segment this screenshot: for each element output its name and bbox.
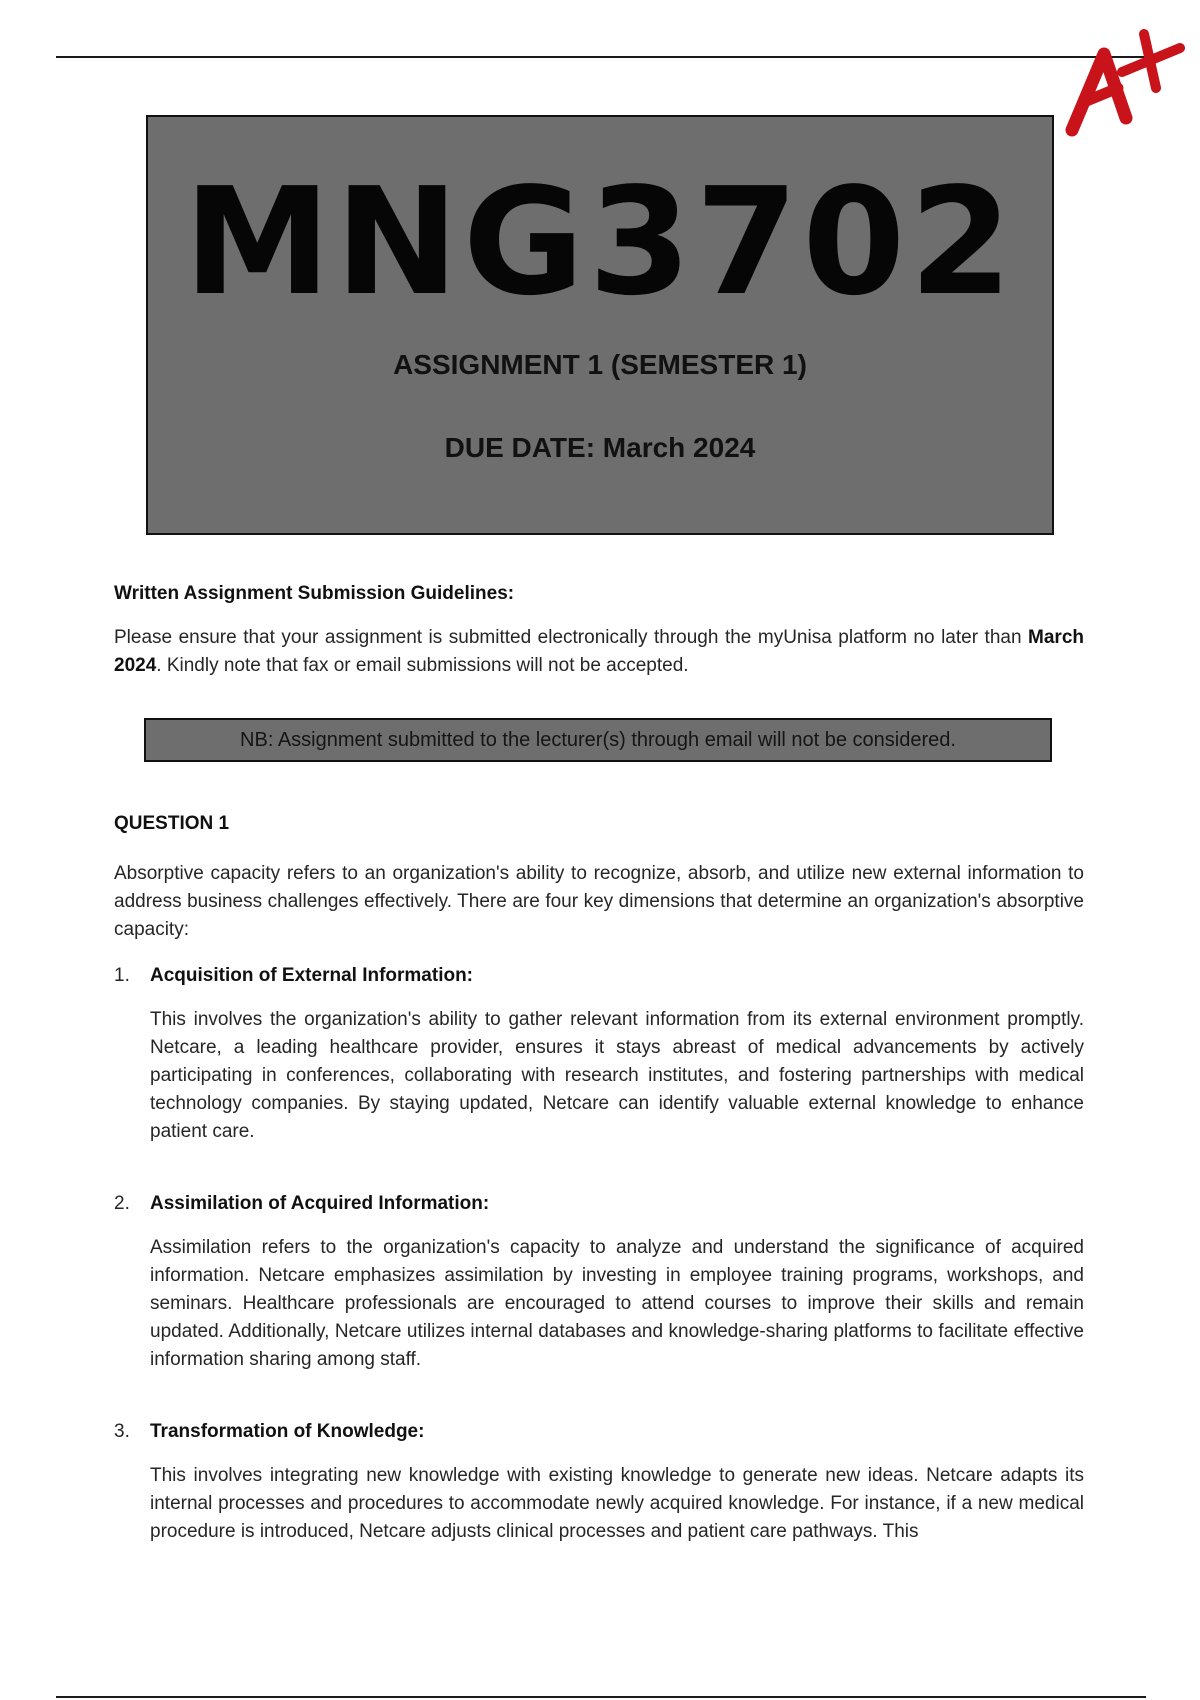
list-item-number: 2.: [114, 1193, 130, 1214]
list-item: [114, 1190, 1084, 1374]
grade-stamp: [1060, 22, 1190, 142]
list-item-number: 1.: [114, 965, 130, 986]
document-body: [114, 580, 1084, 1546]
guidelines-text-before: Please ensure that your assignment is submitted electronically through the myUnisa platform no later than: [114, 627, 1029, 648]
list-item-body: This involves the organization's ability to gather relevant information from its external environment promptly. Netcare, a leading healthcare provider, ensures it stays abreast of medical advancements by actively participating in conferences, collaborating with research institutes, and fostering partnerships with medical technology companies. By staying updated, Netcare can identify valuable external knowledge to enhance patient care.: [150, 1009, 1084, 1142]
top-rule: [56, 56, 1146, 58]
bottom-rule: [56, 1696, 1146, 1698]
guidelines-text-after: . Kindly note that fax or email submissions will not be accepted.: [156, 655, 689, 676]
course-code: MNG3702: [183, 156, 1017, 328]
list-item-title: Acquisition of External Information:: [150, 965, 474, 986]
list-item-title: Assimilation of Acquired Information:: [150, 1193, 490, 1214]
list-item-body: Assimilation refers to the organization's capacity to analyze and understand the significance of acquired information. Netcare emphasizes assimilation by investing in employee training programs, workshops, and seminars. Healthcare professionals are encouraged to attend courses to improve their skills and remain updated. Additionally, Netcare utilizes internal databases and knowledge-sharing platforms to facilitate effective information sharing among staff.: [150, 1237, 1084, 1370]
question-heading: QUESTION 1: [114, 813, 230, 834]
guidelines-paragraph: [114, 624, 1084, 680]
question-intro: Absorptive capacity refers to an organization's ability to recognize, absorb, and utilize new external information to address business challenges effectively. There are four key dimensions that determine an organization's absorptive capacity:: [114, 863, 1084, 940]
assignment-title: ASSIGNMENT 1 (SEMESTER 1): [393, 349, 807, 380]
list-item-body: This involves integrating new knowledge with existing knowledge to generate new ideas. Netcare adapts its internal processes and procedures to accommodate newly acquired knowledge. For instance, if a new medical procedure is introduced, Netcare adjusts clinical processes and patient care pathways. This: [150, 1465, 1084, 1542]
list-item: [114, 962, 1084, 1146]
notice-text: NB: Assignment submitted to the lecturer(s) through email will not be considered.: [240, 729, 956, 751]
due-date: DUE DATE: March 2024: [444, 432, 756, 463]
list-item: [114, 1418, 1084, 1546]
list-item-header: [114, 1190, 1084, 1218]
list-item-number: 3.: [114, 1421, 130, 1442]
guidelines-bold-date: March 2024: [114, 627, 1084, 676]
list-item-title: Transformation of Knowledge:: [150, 1421, 425, 1442]
guidelines-heading: Written Assignment Submission Guidelines:: [114, 583, 515, 604]
notice-box: [144, 718, 1052, 762]
list-item-header: [114, 962, 1084, 990]
list-item-header: [114, 1418, 1084, 1446]
